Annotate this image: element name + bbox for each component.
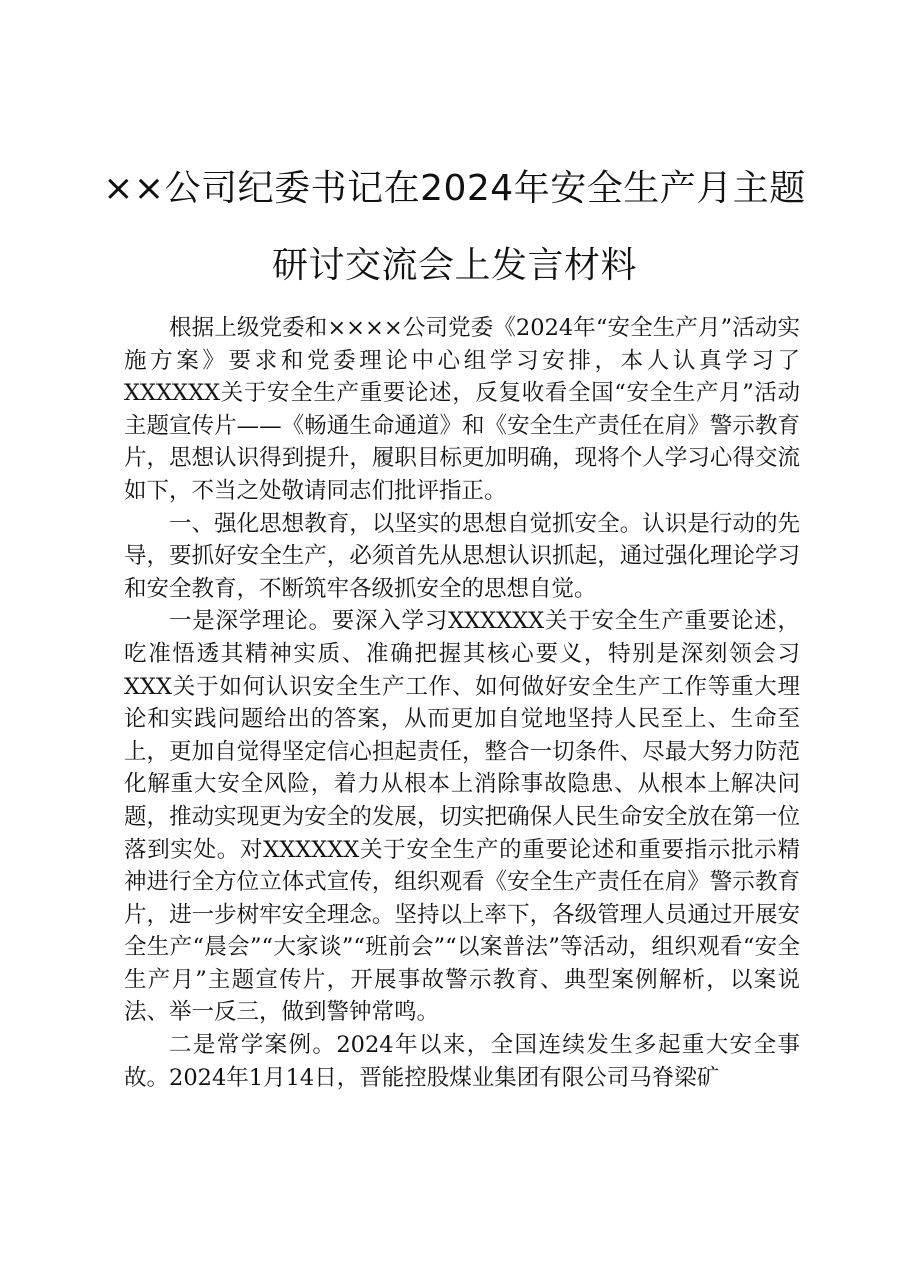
paragraph-section-1-heading: 一、强化思想教育，以坚实的思想自觉抓安全。认识是行动的先导，要抓好安全生产，必须首先从思想认识抓起，通过强化理论学习和安全教育，不断筑牢各级抓安全的思想自觉。 (124, 510, 800, 602)
paragraph-intro: 根据上级党委和××××公司党委《2024年“安全生产月”活动实施方案》要求和党委理论中心组学习安排，本人认真学习了XXXXXX关于安全生产重要论述，反复收看全国“安全生产月”活动主题宣传片——《畅通生命通道》和《安全生产责任在肩》警示教育片，思想认识得到提升，履职目标更加明确，现将个人学习心得交流如下，不当之处敬请同志们批评指正。 (124, 315, 800, 504)
paragraph-case-study: 二是常学案例。2024年以来，全国连续发生多起重大安全事故。2024年1月14日，晋能控股煤业集团有限公司马脊梁矿 (124, 1032, 800, 1091)
document-body (124, 312, 800, 1094)
paragraph-deep-study: 一是深学理论。要深入学习XXXXXX关于安全生产重要论述，吃准悟透其精神实质、准确把握其核心要义，特别是深刻领会习XXX关于如何认识安全生产工作、如何做好安全生产工作等重大理论和实践问题给出的答案，从而更加自觉地坚持人民至上、生命至上，更加自觉得坚定信心担起责任，整合一切条件、尽最大努力防范化解重大安全风险，着力从根本上消除事故隐患、从根本上解决问题，推动实现更为安全的发展，切实把确保人民生命安全放在第一位落到实处。对XXXXXX关于安全生产的重要论述和重要指示批示精神进行全方位立体式宣传，组织观看《安全生产责任在肩》警示教育片，进一步树牢安全理念。坚持以上率下，各级管理人员通过开展安全生产“晨会”“大家谈”“班前会”“以案普法”等活动，组织观看“安全生产月”主题宣传片，开展事故警示教育、典型案例解析，以案说法、举一反三，做到警钟常鸣。 (124, 608, 800, 1026)
document-title-line-2: 研讨交流会上发言材料 (271, 245, 637, 286)
document-title-line-1: ××公司纪委书记在2024年安全生产月主题 (103, 168, 806, 209)
